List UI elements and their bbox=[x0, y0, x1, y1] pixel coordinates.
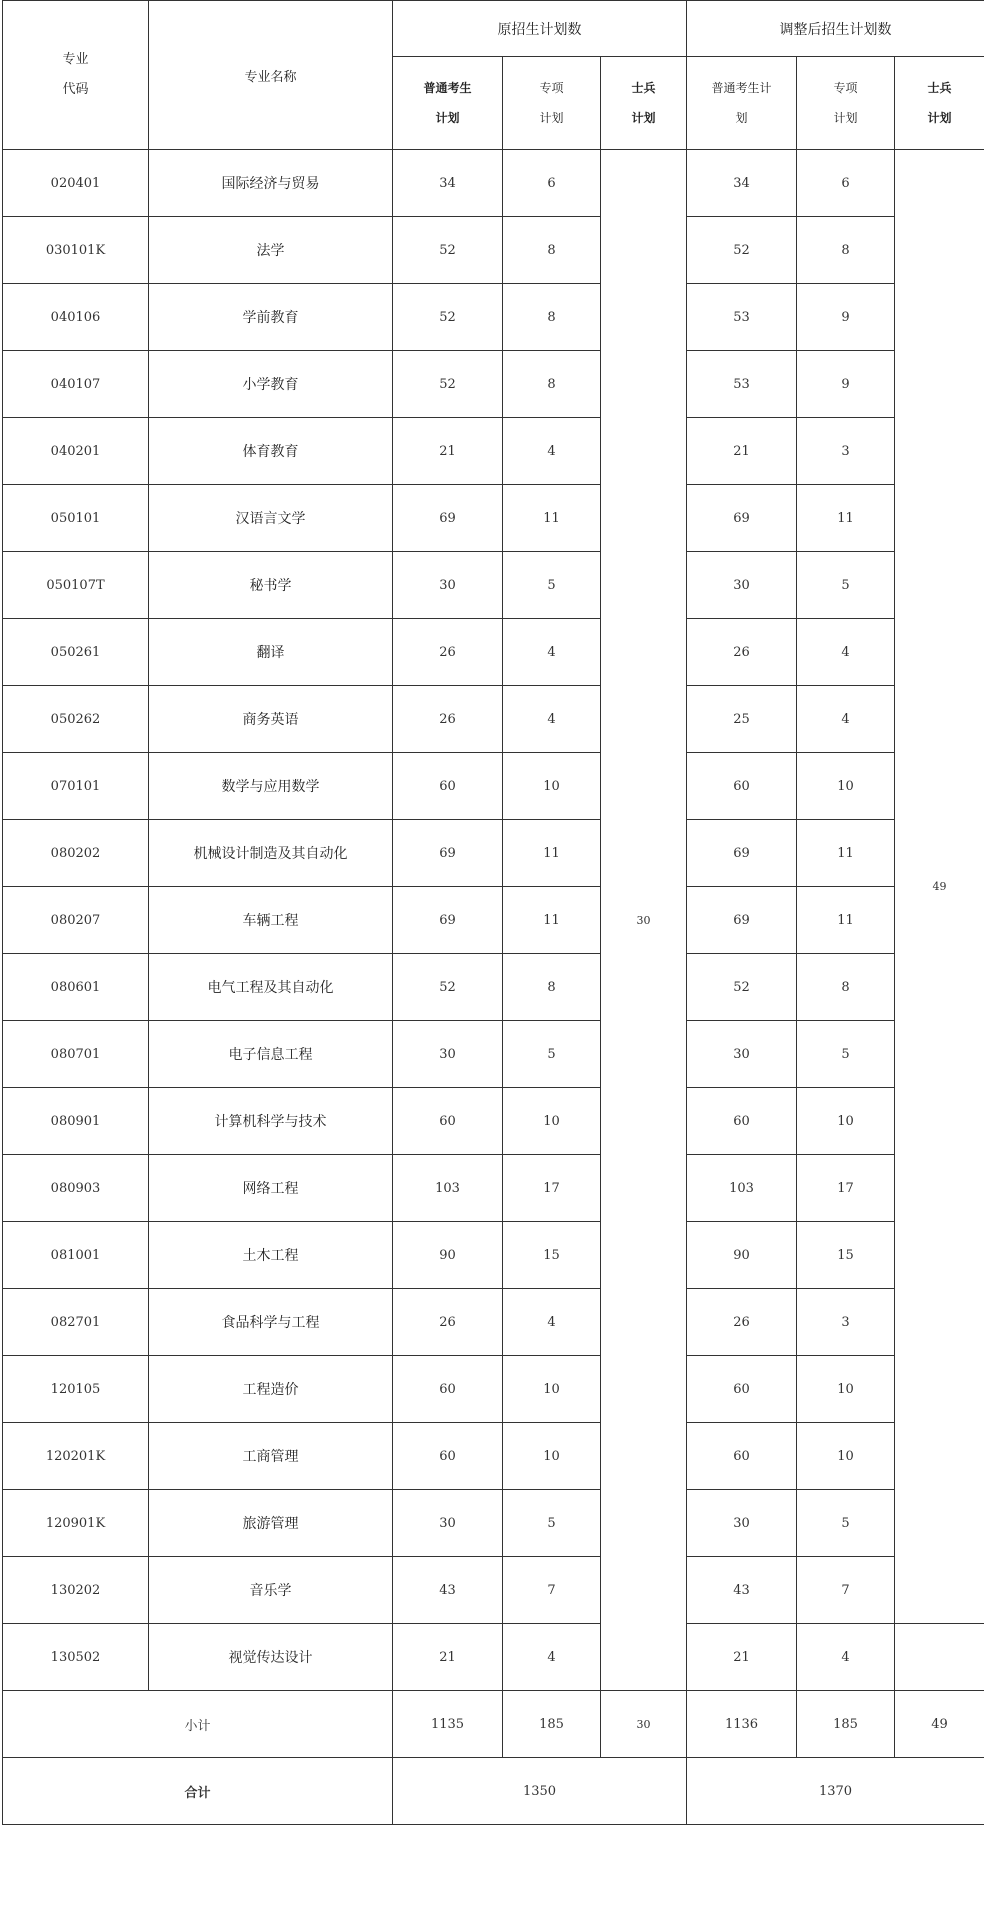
adj-special-cell: 4 bbox=[797, 619, 895, 686]
subtotal-orig-special: 185 bbox=[503, 1691, 601, 1758]
subtotal-adj-soldier: 49 bbox=[895, 1691, 984, 1758]
header-adj-special-l1: 专项 bbox=[833, 81, 858, 95]
adj-special-cell: 10 bbox=[797, 1423, 895, 1490]
table-row bbox=[3, 418, 984, 485]
header-orig-soldier bbox=[601, 57, 687, 150]
major-code-cell: 120105 bbox=[3, 1356, 149, 1423]
major-name-cell: 食品科学与工程 bbox=[149, 1289, 393, 1356]
total-row bbox=[3, 1758, 984, 1825]
orig-soldier-merged-cell: 30 bbox=[601, 150, 687, 1691]
table-row bbox=[3, 753, 984, 820]
major-code-cell: 080202 bbox=[3, 820, 149, 887]
major-name-cell: 旅游管理 bbox=[149, 1490, 393, 1557]
orig-regular-cell: 26 bbox=[393, 686, 503, 753]
major-name-cell: 车辆工程 bbox=[149, 887, 393, 954]
adj-regular-cell: 60 bbox=[687, 753, 797, 820]
major-name-cell: 翻译 bbox=[149, 619, 393, 686]
table-row bbox=[3, 887, 984, 954]
adj-special-cell: 9 bbox=[797, 284, 895, 351]
orig-special-cell: 10 bbox=[503, 753, 601, 820]
table-row bbox=[3, 217, 984, 284]
subtotal-orig-soldier: 30 bbox=[601, 1691, 687, 1758]
subtotal-adj-regular: 1136 bbox=[687, 1691, 797, 1758]
adj-regular-cell: 26 bbox=[687, 619, 797, 686]
header-name: 专业名称 bbox=[149, 1, 393, 150]
total-label: 合计 bbox=[3, 1758, 393, 1825]
adj-special-cell: 3 bbox=[797, 418, 895, 485]
major-code-cell: 020401 bbox=[3, 150, 149, 217]
major-code-cell: 050107T bbox=[3, 552, 149, 619]
adj-regular-cell: 53 bbox=[687, 284, 797, 351]
major-code-cell: 082701 bbox=[3, 1289, 149, 1356]
header-orig-regular-l1: 普通考生 bbox=[423, 81, 472, 95]
orig-regular-cell: 30 bbox=[393, 552, 503, 619]
header-orig-special-l2: 计划 bbox=[539, 111, 564, 125]
table-row bbox=[3, 351, 984, 418]
major-code-cell: 080601 bbox=[3, 954, 149, 1021]
adj-regular-cell: 69 bbox=[687, 820, 797, 887]
header-adj-special-l2: 计划 bbox=[833, 111, 858, 125]
header-orig-regular bbox=[393, 57, 503, 150]
orig-regular-cell: 43 bbox=[393, 1557, 503, 1624]
adj-special-cell: 3 bbox=[797, 1289, 895, 1356]
orig-regular-cell: 34 bbox=[393, 150, 503, 217]
major-name-cell: 音乐学 bbox=[149, 1557, 393, 1624]
orig-regular-cell: 60 bbox=[393, 753, 503, 820]
table-row bbox=[3, 1490, 984, 1557]
major-name-cell: 电子信息工程 bbox=[149, 1021, 393, 1088]
major-code-cell: 040201 bbox=[3, 418, 149, 485]
adj-special-cell: 10 bbox=[797, 1088, 895, 1155]
orig-special-cell: 11 bbox=[503, 887, 601, 954]
orig-special-cell: 6 bbox=[503, 150, 601, 217]
subtotal-label: 小计 bbox=[3, 1691, 393, 1758]
table-row bbox=[3, 1088, 984, 1155]
adj-special-cell: 5 bbox=[797, 552, 895, 619]
orig-special-cell: 8 bbox=[503, 284, 601, 351]
orig-special-cell: 8 bbox=[503, 351, 601, 418]
adj-special-cell: 7 bbox=[797, 1557, 895, 1624]
orig-special-cell: 10 bbox=[503, 1423, 601, 1490]
major-name-cell: 国际经济与贸易 bbox=[149, 150, 393, 217]
adj-regular-cell: 21 bbox=[687, 418, 797, 485]
adj-special-cell: 5 bbox=[797, 1490, 895, 1557]
adj-regular-cell: 103 bbox=[687, 1155, 797, 1222]
header-row-top bbox=[3, 1, 984, 57]
orig-special-cell: 5 bbox=[503, 1021, 601, 1088]
orig-special-cell: 10 bbox=[503, 1088, 601, 1155]
orig-regular-cell: 69 bbox=[393, 485, 503, 552]
adj-regular-cell: 69 bbox=[687, 485, 797, 552]
header-code-line1: 专业 bbox=[62, 52, 89, 67]
orig-regular-cell: 30 bbox=[393, 1490, 503, 1557]
adj-regular-cell: 90 bbox=[687, 1222, 797, 1289]
major-code-cell: 120201K bbox=[3, 1423, 149, 1490]
adj-special-cell: 6 bbox=[797, 150, 895, 217]
header-adj-regular-l2: 划 bbox=[735, 111, 748, 125]
orig-special-cell: 4 bbox=[503, 1624, 601, 1691]
major-name-cell: 体育教育 bbox=[149, 418, 393, 485]
header-orig-special-l1: 专项 bbox=[539, 81, 564, 95]
header-orig-soldier-l1: 士兵 bbox=[631, 81, 656, 95]
orig-regular-cell: 21 bbox=[393, 1624, 503, 1691]
orig-special-cell: 8 bbox=[503, 954, 601, 1021]
table-row bbox=[3, 954, 984, 1021]
adj-soldier-merged-cell: 49 bbox=[895, 150, 984, 1624]
major-code-cell: 050101 bbox=[3, 485, 149, 552]
orig-regular-cell: 90 bbox=[393, 1222, 503, 1289]
orig-regular-cell: 60 bbox=[393, 1088, 503, 1155]
major-name-cell: 电气工程及其自动化 bbox=[149, 954, 393, 1021]
orig-regular-cell: 52 bbox=[393, 351, 503, 418]
adj-special-cell: 11 bbox=[797, 820, 895, 887]
header-original-group: 原招生计划数 bbox=[393, 1, 687, 57]
major-name-cell: 商务英语 bbox=[149, 686, 393, 753]
orig-special-cell: 17 bbox=[503, 1155, 601, 1222]
major-name-cell: 计算机科学与技术 bbox=[149, 1088, 393, 1155]
major-name-cell: 网络工程 bbox=[149, 1155, 393, 1222]
adj-regular-cell: 60 bbox=[687, 1088, 797, 1155]
major-name-cell: 工商管理 bbox=[149, 1423, 393, 1490]
major-name-cell: 机械设计制造及其自动化 bbox=[149, 820, 393, 887]
orig-regular-cell: 26 bbox=[393, 1289, 503, 1356]
header-orig-regular-l2: 计划 bbox=[435, 111, 460, 125]
adj-special-cell: 17 bbox=[797, 1155, 895, 1222]
header-code bbox=[3, 1, 149, 150]
adj-regular-cell: 60 bbox=[687, 1423, 797, 1490]
header-adj-soldier-l1: 士兵 bbox=[927, 81, 952, 95]
orig-regular-cell: 60 bbox=[393, 1423, 503, 1490]
major-code-cell: 040107 bbox=[3, 351, 149, 418]
adj-special-cell: 15 bbox=[797, 1222, 895, 1289]
adj-special-cell: 8 bbox=[797, 217, 895, 284]
header-code-line2: 代码 bbox=[62, 82, 89, 97]
adj-special-cell: 9 bbox=[797, 351, 895, 418]
table-row bbox=[3, 820, 984, 887]
orig-special-cell: 4 bbox=[503, 1289, 601, 1356]
header-adj-special bbox=[797, 57, 895, 150]
major-name-cell: 数学与应用数学 bbox=[149, 753, 393, 820]
orig-special-cell: 4 bbox=[503, 418, 601, 485]
major-name-cell: 汉语言文学 bbox=[149, 485, 393, 552]
orig-special-cell: 4 bbox=[503, 686, 601, 753]
orig-special-cell: 7 bbox=[503, 1557, 601, 1624]
major-code-cell: 081001 bbox=[3, 1222, 149, 1289]
table-row bbox=[3, 552, 984, 619]
adj-regular-cell: 25 bbox=[687, 686, 797, 753]
adj-regular-cell: 52 bbox=[687, 217, 797, 284]
table-row bbox=[3, 1222, 984, 1289]
table-row bbox=[3, 485, 984, 552]
orig-regular-cell: 60 bbox=[393, 1356, 503, 1423]
enrollment-plan-table bbox=[2, 0, 984, 1825]
major-code-cell: 070101 bbox=[3, 753, 149, 820]
header-adj-regular bbox=[687, 57, 797, 150]
subtotal-row bbox=[3, 1691, 984, 1758]
major-code-cell: 030101K bbox=[3, 217, 149, 284]
adj-regular-cell: 53 bbox=[687, 351, 797, 418]
major-name-cell: 视觉传达设计 bbox=[149, 1624, 393, 1691]
major-code-cell: 080901 bbox=[3, 1088, 149, 1155]
table-row bbox=[3, 1356, 984, 1423]
adj-regular-cell: 26 bbox=[687, 1289, 797, 1356]
major-name-cell: 学前教育 bbox=[149, 284, 393, 351]
table-row bbox=[3, 150, 984, 217]
orig-special-cell: 5 bbox=[503, 1490, 601, 1557]
adj-regular-cell: 52 bbox=[687, 954, 797, 1021]
table-row bbox=[3, 686, 984, 753]
adj-regular-cell: 30 bbox=[687, 1021, 797, 1088]
adj-regular-cell: 69 bbox=[687, 887, 797, 954]
orig-regular-cell: 21 bbox=[393, 418, 503, 485]
adj-special-cell: 11 bbox=[797, 887, 895, 954]
major-code-cell: 050262 bbox=[3, 686, 149, 753]
header-adj-regular-l1: 普通考生计 bbox=[711, 81, 772, 95]
header-adj-soldier-l2: 计划 bbox=[927, 111, 952, 125]
adj-regular-cell: 34 bbox=[687, 150, 797, 217]
adj-special-cell: 4 bbox=[797, 1624, 895, 1691]
major-name-cell: 工程造价 bbox=[149, 1356, 393, 1423]
adj-regular-cell: 30 bbox=[687, 1490, 797, 1557]
major-code-cell: 080701 bbox=[3, 1021, 149, 1088]
adj-regular-cell: 43 bbox=[687, 1557, 797, 1624]
orig-regular-cell: 69 bbox=[393, 820, 503, 887]
major-code-cell: 120901K bbox=[3, 1490, 149, 1557]
adj-special-cell: 8 bbox=[797, 954, 895, 1021]
orig-regular-cell: 52 bbox=[393, 954, 503, 1021]
orig-regular-cell: 26 bbox=[393, 619, 503, 686]
table-row bbox=[3, 1624, 984, 1691]
major-code-cell: 130202 bbox=[3, 1557, 149, 1624]
header-orig-soldier-l2: 计划 bbox=[631, 111, 656, 125]
orig-special-cell: 11 bbox=[503, 485, 601, 552]
subtotal-orig-regular: 1135 bbox=[393, 1691, 503, 1758]
major-name-cell: 秘书学 bbox=[149, 552, 393, 619]
orig-regular-cell: 30 bbox=[393, 1021, 503, 1088]
orig-regular-cell: 69 bbox=[393, 887, 503, 954]
subtotal-adj-special: 185 bbox=[797, 1691, 895, 1758]
adj-special-cell: 10 bbox=[797, 753, 895, 820]
major-name-cell: 法学 bbox=[149, 217, 393, 284]
orig-special-cell: 5 bbox=[503, 552, 601, 619]
adj-special-cell: 11 bbox=[797, 485, 895, 552]
table-row bbox=[3, 1289, 984, 1356]
major-name-cell: 土木工程 bbox=[149, 1222, 393, 1289]
major-name-cell: 小学教育 bbox=[149, 351, 393, 418]
orig-regular-cell: 103 bbox=[393, 1155, 503, 1222]
major-code-cell: 050261 bbox=[3, 619, 149, 686]
table-row bbox=[3, 1557, 984, 1624]
major-code-cell: 080207 bbox=[3, 887, 149, 954]
major-code-cell: 130502 bbox=[3, 1624, 149, 1691]
orig-special-cell: 8 bbox=[503, 217, 601, 284]
adj-regular-cell: 30 bbox=[687, 552, 797, 619]
header-adj-soldier bbox=[895, 57, 984, 150]
orig-special-cell: 4 bbox=[503, 619, 601, 686]
adj-special-cell: 10 bbox=[797, 1356, 895, 1423]
table-row bbox=[3, 1021, 984, 1088]
adj-soldier-empty-cell bbox=[895, 1624, 984, 1691]
orig-special-cell: 10 bbox=[503, 1356, 601, 1423]
adj-regular-cell: 60 bbox=[687, 1356, 797, 1423]
total-adj: 1370 bbox=[687, 1758, 984, 1825]
table-row bbox=[3, 1155, 984, 1222]
orig-special-cell: 11 bbox=[503, 820, 601, 887]
header-adjusted-group: 调整后招生计划数 bbox=[687, 1, 984, 57]
major-code-cell: 080903 bbox=[3, 1155, 149, 1222]
major-code-cell: 040106 bbox=[3, 284, 149, 351]
adj-special-cell: 4 bbox=[797, 686, 895, 753]
table-row bbox=[3, 1423, 984, 1490]
header-orig-special bbox=[503, 57, 601, 150]
orig-special-cell: 15 bbox=[503, 1222, 601, 1289]
table-row bbox=[3, 619, 984, 686]
adj-special-cell: 5 bbox=[797, 1021, 895, 1088]
orig-regular-cell: 52 bbox=[393, 217, 503, 284]
orig-regular-cell: 52 bbox=[393, 284, 503, 351]
adj-regular-cell: 21 bbox=[687, 1624, 797, 1691]
table-row bbox=[3, 284, 984, 351]
total-orig: 1350 bbox=[393, 1758, 687, 1825]
